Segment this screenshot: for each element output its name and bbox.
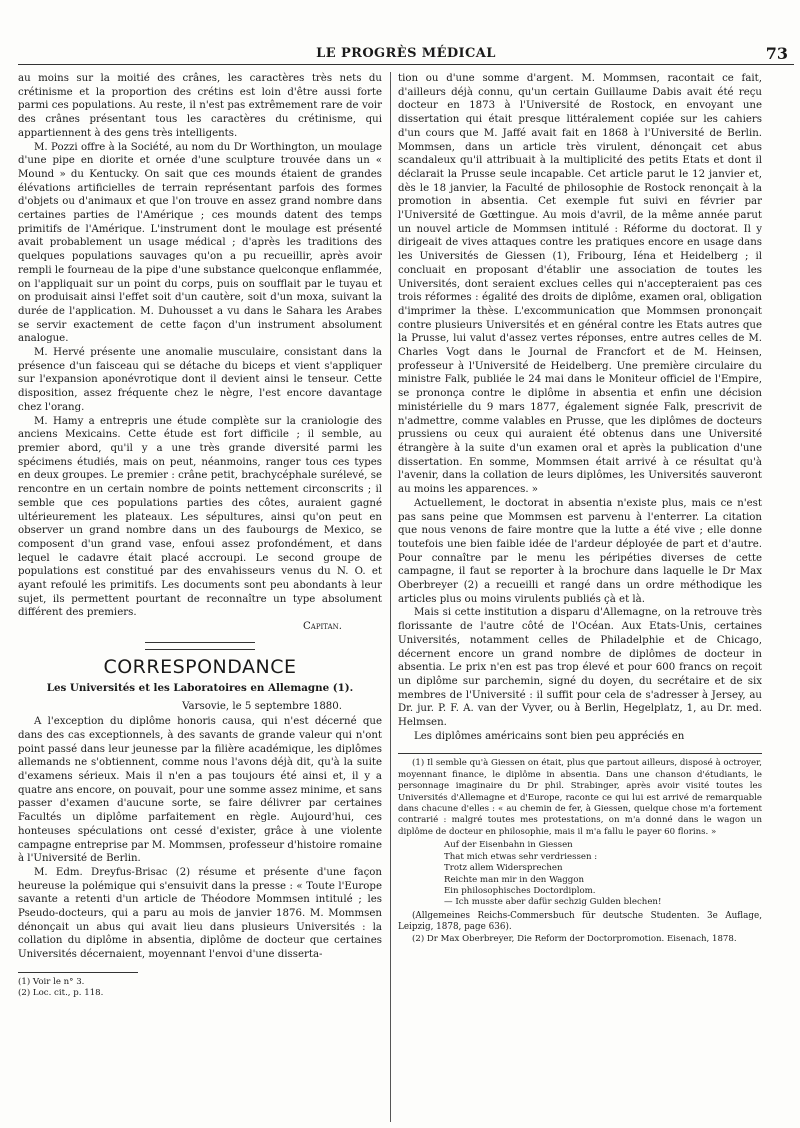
footnote: (2) Dr Max Oberbreyer, Die Reform der Doctorpromotion. Eisenach, 1878. (412, 933, 737, 944)
verse-line: Trotz allem Widersprechen (444, 863, 563, 874)
footnote-rule (398, 753, 762, 754)
footnote: (1) Voir le n° 3. (18, 976, 85, 987)
body-paragraph: Les diplômes américains sont bien peu appréciés en (414, 730, 685, 742)
body-paragraph: A l'exception du diplôme honoris causa, qui n'est décerné que dans des cas exceptionnels, à des savants de grande valeur qui n'ont point passé dans leur jeunesse par la filière académique, les diplômes allemands ne s'obtiennent, comme nous l'avons déjà dit, qu'à la suite d'examens sérieux. Mais il n'en a pas toujours été ainsi et, il y a quatre ans encore, on pouvait, pour une somme assez minime, et sans passer d'examen d'aucune sorte, se faire délivrer par certaines Facultés un diplôme parfaitement en règle. Aujourd'hui, ces honteuses spéculations ont cessé d'exister, grâce à une violente campagne entreprise par M. Mommsen, professeur d'histoire romaine à l'Université de Berlin. (18, 716, 382, 865)
body-paragraph: Mais si cette institution a disparu d'Allemagne, on la retrouve très florissante de l'autre côté de l'Océan. Aux Etats-Unis, certaines Universités, notamment celles de Philadelphie et de Chicago, décernent encore un grand nombre de diplômes de docteur in absentia. Le prix n'en est pas trop élevé et pour 600 francs on reçoit un diplôme sur parchemin, signé du doyen, du secrétaire et de six membres de l'Université : il suffit pour cela de s'adresser à Jersey, au Dr. jur. P. F. A. van der Vyver, ou à Berlin, Hegelplatz, 1, au Dr. med. Helmsen. (398, 607, 762, 729)
left-column (18, 72, 382, 1112)
verse-block (398, 840, 762, 908)
body-paragraph: M. Edm. Dreyfus-Brisac (2) résume et présente d'une façon heureuse la polémique qui s'ensuivit dans la presse : « Toute l'Europe savante a retenti d'un article de Théodore Mommsen intitulé ; les Pseudo-docteurs, qui a paru au mois de janvier 1876. M. Mommsen dénonçait un abus qui avait lieu dans plusieurs Universités : la collation du diplôme in absentia, diplôme de docteur que certaines Universités décernaient, moyennant l'envoi d'une disserta- (18, 866, 382, 961)
verse-line: Reichte man mir in den Waggon (444, 874, 584, 885)
verse-line: That mich etwas sehr verdriessen : (444, 851, 598, 862)
author-signature: Capitan. (302, 621, 342, 633)
footnote: (2) Loc. cit., p. 118. (18, 988, 104, 999)
page-number: 73 (765, 44, 788, 63)
footnote-rule (18, 972, 138, 973)
section-subtitle: Les Universités et les Laboratoires en Allemagne (1). (46, 681, 354, 694)
column-divider (390, 72, 391, 1122)
body-paragraph: Actuellement, le doctorat in absentia n'existe plus, mais ce n'est pas sans peine que Mommsen est parvenu à l'enterrer. La citation que nous venons de faire montre que la lutte a été vive ; elle donne toutefois une bien faible idée de l'ardeur déployée de part et d'autre. Pour connaître par le menu les péripéties diverses de cette campagne, il faut se reporter à la brochure dans laquelle le Dr Max Oberbreyer (2) a recueilli et rangé dans un ordre méthodique les articles plus ou moins virulents publiés çà et là. (398, 497, 762, 605)
verse-line: Ein philosophisches Doctordiplom. (444, 885, 596, 896)
running-title: LE PROGRÈS MÉDICAL (316, 46, 496, 61)
right-column (398, 72, 762, 1112)
verse-citation: (Allgemeines Reichs-Commersbuch für deutsche Studenten. 3e Auflage, Leipzig, 1878, page 636). (398, 910, 762, 933)
dateline: Varsovie, le 5 septembre 1880. (182, 700, 342, 712)
body-paragraph: tion ou d'une somme d'argent. M. Mommsen, racontait ce fait, d'ailleurs déjà connu, qu'un certain Guillaume Dabis avait été reçu docteur en 1873 à l'Université de Rostock, en envoyant une dissertation qui était presque littéralement copiée sur les cahiers d'un cours que M. Jaffé avait fait en 1868 à l'Université de Berlin. Mommsen, dans un article très virulent, dénonçait cet abus scandaleux qu'il attribuait à la multiplicité des petits Etats et dont il déclarait la Prusse seule incapable. Cet article parut le 12 janvier et, dès le 18 janvier, la Faculté de philosophie de Rostock renonçait à la promotion in absentia. Cet exemple fut suivi en février par l'Université de Gœttingue. Au mois d'avril, de la même année parut un nouvel article de Mommsen intitulé : Réforme du doctorat. Il y dirigeait de vives attaques contre les pratiques encore en usage dans les Universités de Giessen (1), Fribourg, Iéna et Heidelberg ; il concluait en proposant d'établir une association de toutes les Universités, dont seraient exclues celles qui n'accepteraient pas ces trois réformes : égalité des droits de diplôme, examen oral, obligation d'imprimer la thèse. L'excommunication que Mommsen prononçait contre plusieurs Universités et en général contre les Etats autres que la Prusse, lui valut d'assez vertes réponses, entre autres celles de M. Charles Vogt dans le Journal de Francfort et de M. Heinsen, professeur à l'Université de Heidelberg. Une première circulaire du ministre Falk, publiée le 24 mai dans le Moniteur officiel de l'Empire, se prononça contre le diplôme in absentia et enfin une décision ministérielle du 9 mars 1877, également signée Falk, prescrivit de n'admettre, comme valables en Prusse, que les diplômes de docteurs prussiens ou ceux qui auraient été obtenus dans une Université étrangère à la suite d'un examen oral et après la publication d'une dissertation. En somme, Mommsen était arrivé à ce résultat qu'à l'avenir, dans la collation de leurs diplômes, les Universités sauveront au moins les apparences. » (398, 73, 762, 496)
verse-line: — Ich musste aber dafür sechzig Gulden blechen! (444, 897, 662, 908)
body-paragraph: au moins sur la moitié des crânes, les caractères très nets du crétinisme et la proportion des crétins est loin d'être aussi forte parmi ces populations. Au reste, il n'est pas extrêmement rare de voir des crânes présentant tous les caractères du crétinisme, qui appartiennent à des gens très intelligents. (18, 73, 382, 139)
footnote: (1) Il semble qu'à Giessen on était, plus que partout ailleurs, disposé à octroyer, moyennant finance, le diplôme in absentia. Dans une chanson d'étudiants, le personnage imaginaire du Dr phil. Strabinger, après avoir visité toutes les Universités d'Allemagne et d'Europe, raconte ce qui lui est arrivé de remarquable dans chacune d'elles : « au chemin de fer, à Giessen, quelque chose m'a fortement contrarié : malgré toutes mes protestations, on m'a donné dans le wagon un diplôme de docteur en philosophie, mais il m'a fallu le payer 60 florins. » (398, 758, 762, 837)
body-paragraph: M. Hamy a entrepris une étude complète sur la craniologie des anciens Mexicains. Cette étude est fort difficile ; il semble, au premier abord, qu'il y a une très grande diversité parmi les spécimens étudiés, mais on peut, néanmoins, ranger tous ces types en deux groupes. Le premier : crâne petit, brachycéphale surélevé, se rencontre en un certain nombre de points nettement circonscrits ; il semble que ces populations parties des côtes, auraient gagné ultérieurement les plateaux. Les sépultures, ainsi qu'on peut en observer un grand nombre dans un des faubourgs de Mexico, se composent d'un grand vase, enfoui assez profondément, et dans lequel le cadavre était placé accroupi. Le second groupe de populations est constitué par des envahisseurs venus du N. O. et ayant refoulé les primitifs. Les documents sont peu abondants à leur sujet, ils permettent pourtant de reconnaître un type absolument différent des premiers. (18, 415, 382, 619)
body-paragraph: M. Pozzi offre à la Société, au nom du Dr Worthington, un moulage d'une pipe en diorite et ornée d'une sculpture trouvée dans un « Mound » du Kentucky. On sait que ces mounds étaient de grandes élévations artificielles de terrain représentant parfois des formes d'objets ou d'animaux et que l'on trouve en assez grand nombre dans certaines parties de l'Amérique ; ces mounds datent des temps primitifs de l'Amérique. L'instrument dont le moulage est présenté avait probablement un usage médical ; d'après les traditions des quelques populations sauvages qu'on a pu recueillir, après avoir rempli le fourneau de la pipe d'une substance quelconque enflammée, on l'appliquait sur un point du corps, puis on soufflait par le tuyau et on produisait ainsi l'effet soit d'un cautère, soit d'un moxa, suivant la durée de l'application. M. Duhousset a vu dans le Sahara les Arabes se servir exactement de cette façon d'un instrument absolument analogue. (18, 141, 382, 345)
section-title: CORRESPONDANCE (103, 655, 297, 678)
page-header (18, 40, 794, 65)
verse-line: Auf der Eisenbahn in Giessen (444, 840, 573, 851)
section-ornament (145, 642, 255, 650)
body-paragraph: M. Hervé présente une anomalie musculaire, consistant dans la présence d'un faisceau qui se détache du biceps et vient s'appliquer sur l'expansion aponévrotique dont il devient ainsi le tenseur. Cette disposition, assez fréquente chez le nègre, l'est encore davantage chez l'orang. (18, 347, 382, 413)
